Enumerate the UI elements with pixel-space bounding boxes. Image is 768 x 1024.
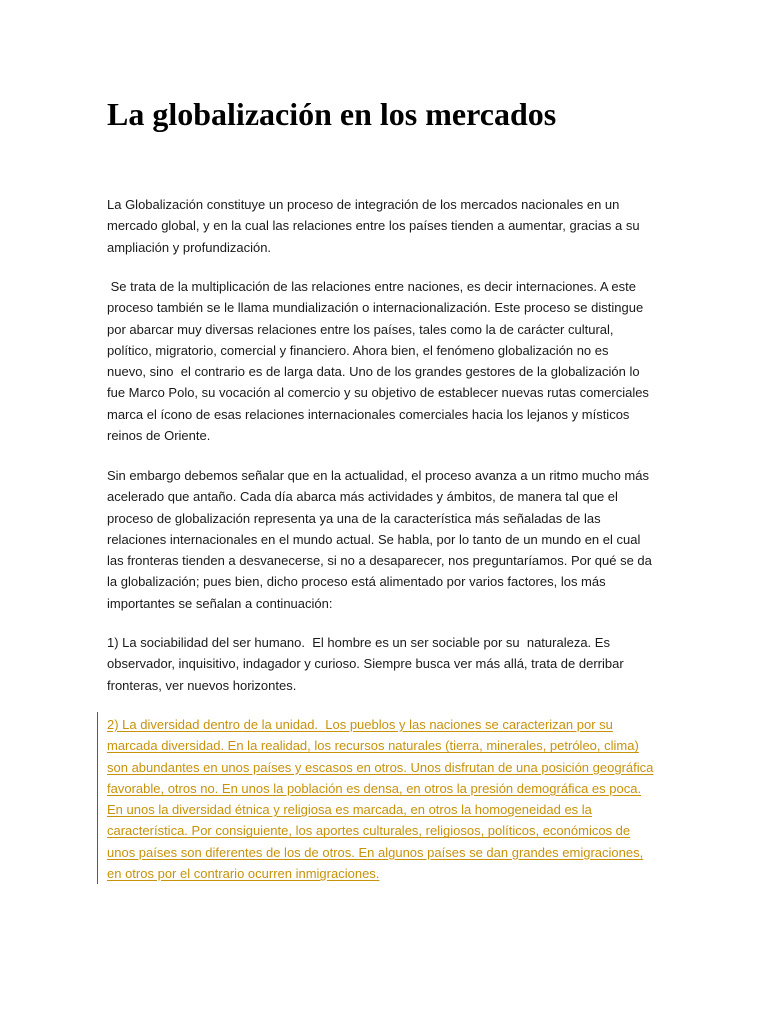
text-line: marca el ícono de esas relaciones internacionales comerciales hacia los lejanos y místicos bbox=[107, 406, 630, 422]
inserted-text: 2) La diversidad dentro de la unidad. Los pueblos y las naciones se caracterizan por su bbox=[107, 717, 613, 732]
tracked-change-bar bbox=[97, 712, 98, 884]
paragraph-intro bbox=[107, 194, 667, 258]
text-line: mercado global, y en la cual las relaciones entre los países tienden a aumentar, gracias a su bbox=[107, 218, 640, 234]
text-line bbox=[107, 757, 667, 778]
text-line: ampliación y profundización. bbox=[107, 239, 272, 255]
text-line: acelerado que antaño. Cada día abarca más actividades y ámbitos, de manera tal que el bbox=[107, 489, 618, 505]
text-line: la globalización; pues bien, dicho proceso está alimentado por varios factores, los más bbox=[107, 574, 606, 590]
text-line: observador, inquisitivo, indagador y curioso. Siempre busca ver más allá, trata de derribar bbox=[107, 656, 624, 672]
text-line bbox=[107, 778, 667, 799]
text-line: importantes se señalan a continuación: bbox=[107, 595, 333, 611]
text-line: fronteras, ver nuevos horizontes. bbox=[107, 677, 297, 693]
text-line bbox=[107, 735, 667, 756]
inserted-text: marcada diversidad. En la realidad, los recursos naturales (tierra, minerales, petróleo, clima) bbox=[107, 738, 639, 754]
text-line bbox=[107, 714, 667, 735]
inserted-text: en otros por el contrario ocurren inmigraciones. bbox=[107, 866, 380, 882]
text-line bbox=[107, 842, 667, 863]
inserted-text: unos países son diferentes de los de otros. En algunos países se dan grandes emigraciones, bbox=[107, 844, 644, 860]
text-line: proceso de globalización representa ya una de la característica más señaladas de las bbox=[107, 510, 601, 526]
text-line: nuevo, sino el contrario es de larga data. Uno de los grandes gestores de la globalización lo bbox=[107, 364, 640, 380]
paragraph-definition bbox=[107, 276, 667, 446]
text-line: por abarcar muy diversas relaciones entre los países, tales como la de carácter cultural, bbox=[107, 321, 614, 337]
paragraph-factor-1 bbox=[107, 632, 667, 696]
inserted-text: son abundantes en unos países y escasos en otros. Unos disfrutan de una posición geográfica bbox=[107, 759, 654, 775]
inserted-text: característica. Por consiguiente, los aportes culturales, religiosos, políticos, económicos de bbox=[107, 823, 631, 839]
text-line: las fronteras tienden a desvanecerse, si no a desaparecer, nos preguntaríamos. Por qué se da bbox=[107, 553, 652, 569]
text-line bbox=[107, 799, 667, 820]
inserted-text: En unos la diversidad étnica y religiosa es marcada, en otros la homogeneidad es la bbox=[107, 802, 592, 818]
text-line bbox=[107, 820, 667, 841]
text-line: Sin embargo debemos señalar que en la actualidad, el proceso avanza a un ritmo mucho más bbox=[107, 468, 649, 483]
text-line: reinos de Oriente. bbox=[107, 428, 211, 444]
text-line: 1) La sociabilidad del ser humano. El hombre es un ser sociable por su naturaleza. Es bbox=[107, 635, 610, 650]
text-line: proceso también se le llama mundialización o internacionalización. Este proceso se distingue bbox=[107, 300, 644, 316]
inserted-text: favorable, otros no. En unos la población es densa, en otros la presión demográfica es poca. bbox=[107, 780, 642, 796]
page-title: La globalización en los mercados bbox=[107, 96, 557, 132]
text-line: fue Marco Polo, su vocación al comercio y su objetivo de establecer nuevas rutas comerciales bbox=[107, 385, 649, 401]
text-line: Se trata de la multiplicación de las relaciones entre naciones, es decir internaciones. A este bbox=[107, 279, 636, 294]
text-line: relaciones internacionales en el mundo actual. Se habla, por lo tanto de un mundo en el cual bbox=[107, 531, 641, 547]
text-line bbox=[107, 863, 667, 884]
text-line: La Globalización constituye un proceso de integración de los mercados nacionales en un bbox=[107, 197, 620, 212]
paragraph-current-state bbox=[107, 465, 667, 614]
paragraph-factor-2-tracked-change bbox=[107, 714, 667, 884]
text-line: político, migratorio, comercial y financiero. Ahora bien, el fenómeno globalización no es bbox=[107, 342, 609, 358]
